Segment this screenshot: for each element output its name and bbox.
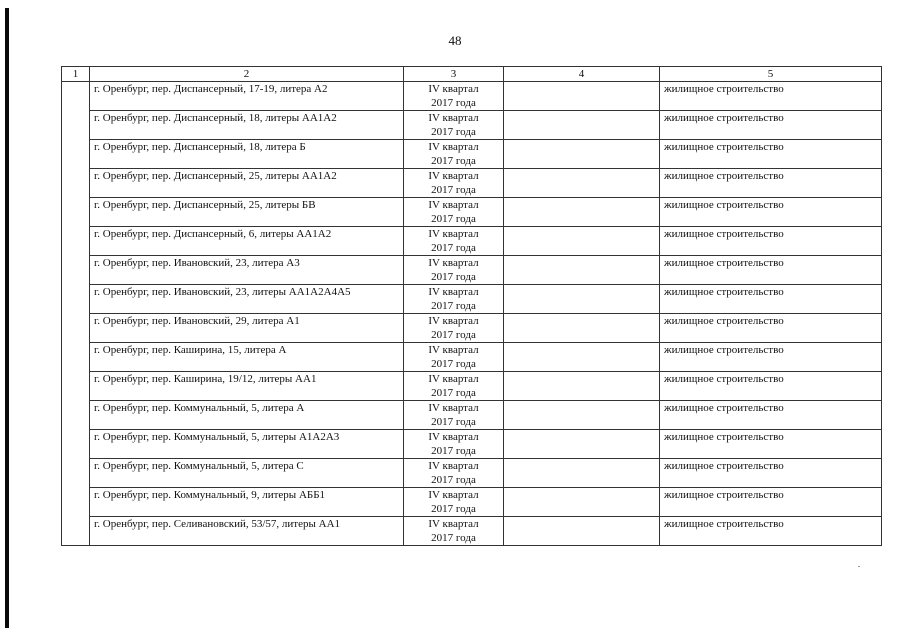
period-quarter: IV квартал	[428, 431, 479, 443]
header-col-1: 1	[62, 67, 90, 82]
period-year: 2017 года	[431, 300, 476, 312]
header-col-5: 5	[660, 67, 882, 82]
scan-speck	[858, 566, 860, 567]
purpose-cell: жилищное строительство	[660, 459, 882, 488]
land-plots-table	[61, 66, 882, 546]
period-cell	[404, 82, 504, 111]
period-quarter: IV квартал	[428, 489, 479, 501]
table-row	[62, 82, 882, 111]
purpose-cell: жилищное строительство	[660, 517, 882, 546]
address-cell: г. Оренбург, пер. Диспансерный, 18, литера Б	[90, 140, 404, 169]
address-cell: г. Оренбург, пер. Диспансерный, 25, литеры БВ	[90, 198, 404, 227]
period-cell	[404, 314, 504, 343]
period-year: 2017 года	[431, 126, 476, 138]
purpose-cell: жилищное строительство	[660, 488, 882, 517]
purpose-cell: жилищное строительство	[660, 198, 882, 227]
period-year: 2017 года	[431, 474, 476, 486]
period-cell	[404, 401, 504, 430]
table-row	[62, 517, 882, 546]
table-row	[62, 198, 882, 227]
address-cell: г. Оренбург, пер. Селивановский, 53/57, литеры АА1	[90, 517, 404, 546]
empty-col-4-cell	[504, 140, 660, 169]
address-cell: г. Оренбург, пер. Ивановский, 23, литера А3	[90, 256, 404, 285]
purpose-cell: жилищное строительство	[660, 169, 882, 198]
empty-col-4-cell	[504, 517, 660, 546]
empty-col-4-cell	[504, 459, 660, 488]
address-cell: г. Оренбург, пер. Коммунальный, 5, литеры А1А2А3	[90, 430, 404, 459]
period-quarter: IV квартал	[428, 83, 479, 95]
period-year: 2017 года	[431, 184, 476, 196]
header-col-3: 3	[404, 67, 504, 82]
address-cell: г. Оренбург, пер. Каширина, 19/12, литеры АА1	[90, 372, 404, 401]
empty-col-4-cell	[504, 285, 660, 314]
period-quarter: IV квартал	[428, 315, 479, 327]
table-row	[62, 256, 882, 285]
period-year: 2017 года	[431, 213, 476, 225]
empty-col-4-cell	[504, 314, 660, 343]
empty-col-4-cell	[504, 430, 660, 459]
page-edge-bar	[5, 8, 9, 628]
empty-col-4-cell	[504, 111, 660, 140]
purpose-cell: жилищное строительство	[660, 227, 882, 256]
address-cell: г. Оренбург, пер. Коммунальный, 9, литеры АББ1	[90, 488, 404, 517]
period-quarter: IV квартал	[428, 344, 479, 356]
purpose-cell: жилищное строительство	[660, 314, 882, 343]
period-year: 2017 года	[431, 242, 476, 254]
period-quarter: IV квартал	[428, 518, 479, 530]
table-row	[62, 372, 882, 401]
period-cell	[404, 430, 504, 459]
empty-col-4-cell	[504, 343, 660, 372]
period-cell	[404, 372, 504, 401]
period-cell	[404, 198, 504, 227]
period-quarter: IV квартал	[428, 170, 479, 182]
table-row	[62, 111, 882, 140]
purpose-cell: жилищное строительство	[660, 140, 882, 169]
purpose-cell: жилищное строительство	[660, 82, 882, 111]
period-year: 2017 года	[431, 416, 476, 428]
address-cell: г. Оренбург, пер. Ивановский, 29, литера А1	[90, 314, 404, 343]
header-col-4: 4	[504, 67, 660, 82]
address-cell: г. Оренбург, пер. Коммунальный, 5, литера С	[90, 459, 404, 488]
period-cell	[404, 285, 504, 314]
table-row	[62, 285, 882, 314]
period-quarter: IV квартал	[428, 373, 479, 385]
table-row	[62, 488, 882, 517]
table-row	[62, 459, 882, 488]
period-quarter: IV квартал	[428, 141, 479, 153]
table-row	[62, 343, 882, 372]
purpose-cell: жилищное строительство	[660, 256, 882, 285]
empty-col-4-cell	[504, 256, 660, 285]
period-cell	[404, 343, 504, 372]
row-number-cell	[62, 82, 90, 546]
empty-col-4-cell	[504, 372, 660, 401]
purpose-cell: жилищное строительство	[660, 285, 882, 314]
period-year: 2017 года	[431, 97, 476, 109]
empty-col-4-cell	[504, 401, 660, 430]
address-cell: г. Оренбург, пер. Диспансерный, 6, литеры АА1А2	[90, 227, 404, 256]
period-quarter: IV квартал	[428, 199, 479, 211]
purpose-cell: жилищное строительство	[660, 372, 882, 401]
table-row	[62, 169, 882, 198]
address-cell: г. Оренбург, пер. Ивановский, 23, литеры АА1А2А4А5	[90, 285, 404, 314]
period-year: 2017 года	[431, 271, 476, 283]
table-row	[62, 430, 882, 459]
period-quarter: IV квартал	[428, 112, 479, 124]
period-cell	[404, 256, 504, 285]
period-year: 2017 года	[431, 387, 476, 399]
empty-col-4-cell	[504, 198, 660, 227]
period-quarter: IV квартал	[428, 228, 479, 240]
empty-col-4-cell	[504, 488, 660, 517]
period-quarter: IV квартал	[428, 286, 479, 298]
period-quarter: IV квартал	[428, 257, 479, 269]
address-cell: г. Оренбург, пер. Диспансерный, 18, литеры АА1А2	[90, 111, 404, 140]
period-cell	[404, 169, 504, 198]
table-row	[62, 140, 882, 169]
period-year: 2017 года	[431, 503, 476, 515]
period-cell	[404, 517, 504, 546]
table-row	[62, 227, 882, 256]
purpose-cell: жилищное строительство	[660, 111, 882, 140]
page-number: 48	[448, 33, 462, 48]
purpose-cell: жилищное строительство	[660, 401, 882, 430]
table-row	[62, 401, 882, 430]
address-cell: г. Оренбург, пер. Диспансерный, 25, литеры АА1А2	[90, 169, 404, 198]
purpose-cell: жилищное строительство	[660, 343, 882, 372]
period-year: 2017 года	[431, 155, 476, 167]
purpose-cell: жилищное строительство	[660, 430, 882, 459]
period-cell	[404, 459, 504, 488]
period-year: 2017 года	[431, 358, 476, 370]
period-year: 2017 года	[431, 532, 476, 544]
period-cell	[404, 111, 504, 140]
period-quarter: IV квартал	[428, 402, 479, 414]
empty-col-4-cell	[504, 169, 660, 198]
period-quarter: IV квартал	[428, 460, 479, 472]
period-cell	[404, 227, 504, 256]
address-cell: г. Оренбург, пер. Каширина, 15, литера А	[90, 343, 404, 372]
empty-col-4-cell	[504, 227, 660, 256]
period-year: 2017 года	[431, 445, 476, 457]
address-cell: г. Оренбург, пер. Коммунальный, 5, литера А	[90, 401, 404, 430]
period-cell	[404, 488, 504, 517]
header-col-2: 2	[90, 67, 404, 82]
period-cell	[404, 140, 504, 169]
address-cell: г. Оренбург, пер. Диспансерный, 17-19, литера А2	[90, 82, 404, 111]
empty-col-4-cell	[504, 82, 660, 111]
period-year: 2017 года	[431, 329, 476, 341]
table-row	[62, 314, 882, 343]
table-header-row	[62, 67, 882, 82]
